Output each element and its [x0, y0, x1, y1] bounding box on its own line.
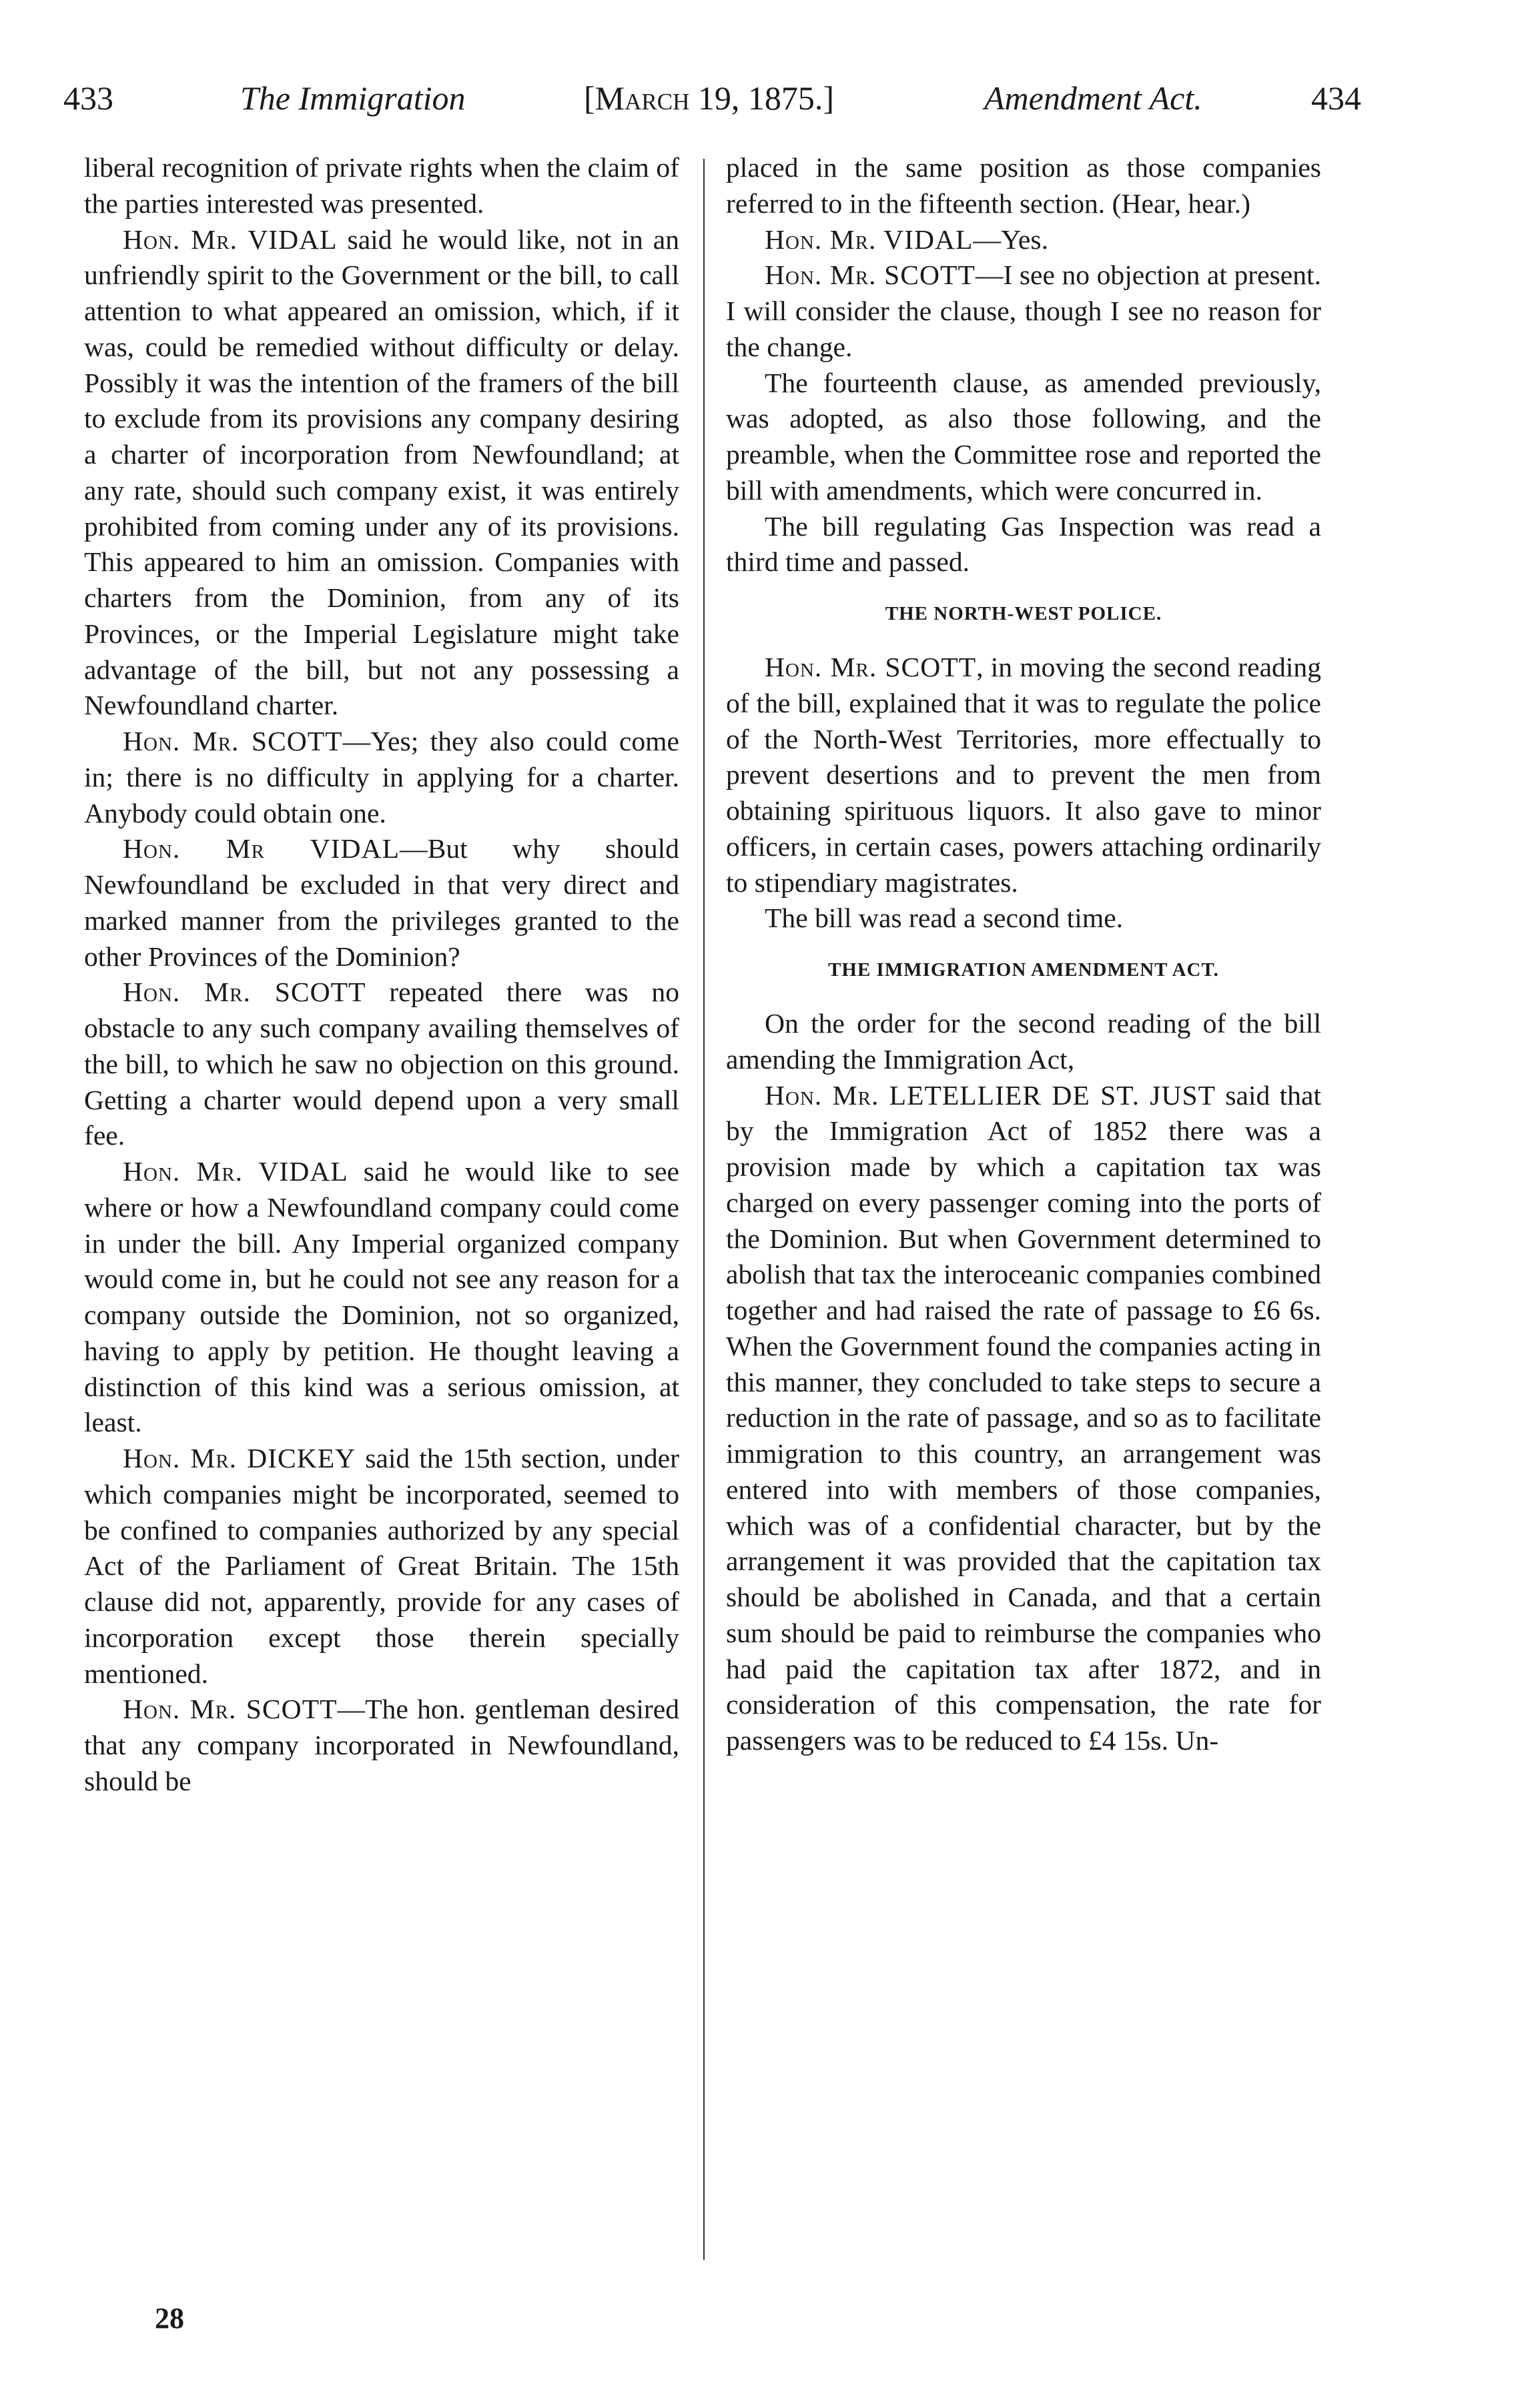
- speaker-name: Hon. Mr. LETELLIER DE ST. JUST: [765, 1079, 1216, 1111]
- speaker-name: Hon. Mr. SCOTT: [123, 1694, 338, 1725]
- speaker-name: Hon. Mr. SCOTT: [123, 726, 343, 756]
- running-title-right: Amendment Act.: [984, 79, 1202, 117]
- left-page-number: 433: [63, 79, 113, 117]
- signature-mark: 28: [155, 2302, 184, 2335]
- paragraph: Hon. Mr. SCOTT—Yes; they also could come in; there is no difficulty in applying for a charter. Anybody could obtain one.: [84, 726, 679, 828]
- paragraph: Hon. Mr VIDAL—But why should Newfoundland be excluded in that very direct and marked manner from the privileges granted to the other Provinces of the Dominion?: [84, 833, 679, 972]
- paragraph: Hon. Mr. SCOTT—The hon. gentleman desired that any company incorporated in Newfoundland, should be: [84, 1694, 680, 1796]
- left-column: [84, 150, 679, 1800]
- paragraph: Hon. Mr. SCOTT, in moving the second reading of the bill, explained that it was to regulate the police of the North-West Territories, more effectually to prevent desertions and to prevent the men from obtaining spirituous liquors. It also gave to minor officers, in certain cases, powers attaching ordinarily to stipendiary magistrates.: [726, 652, 1321, 898]
- paragraph: Hon. Mr. LETELLIER DE ST. JUST said that by the Immigration Act of 1852 there was a provision made by which a capitation tax was charged on every passenger coming into the ports of the Dominion. But when Government determined to abolish that tax the interoceanic companies combined together and had raised the rate of passage to £6 6s. When the Government found the companies acting in this manner, they concluded to take steps to secure a reduction in the rate of passage, and so as to facilitate immigration to this country, an arrangement was entered into with members of those companies, which was of a confidential character, but by the arrangement it was provided that the capitation tax should be abolished in Canada, and that a certain sum should be paid to reimburse the companies who had paid the capitation tax after 1872, and in consideration of this compensation, the rate for passengers was to be reduced to £4 15s. Un-: [726, 1079, 1321, 1756]
- speaker-name: Hon. Mr. DICKEY: [123, 1443, 356, 1473]
- paragraph: Hon. Mr. VIDAL said he would like, not in an unfriendly spirit to the Government or the bill, to call attention to what appeared an omission, which, if it was, could be remedied without difficulty or delay. Possibly it was the intention of the framers of the bill to exclude from its provisions any company desiring a charter of incorporation from Newfoundland; at any rate, should such company exist, it was entirely prohibited from coming under any of its provisions. This appeared to him an omission. Companies with charters from the Dominion, from any of its Provinces, or the Imperial Legislature might take advantage of the bill, but not any possessing a Newfoundland charter.: [84, 223, 680, 721]
- running-title-left: The Immigration: [240, 79, 466, 117]
- speaker-name: Hon. Mr. VIDAL: [123, 223, 338, 255]
- paragraph: Hon. Mr. SCOTT repeated there was no obstacle to any such company availing themselves of the bill, to which he saw no objection on this ground. Getting a charter would depend upon a very small fee.: [84, 977, 679, 1151]
- header-date: [March 19, 1875.]: [584, 79, 834, 117]
- paragraph: Hon. Mr. VIDAL said he would like to see where or how a Newfoundland company could come in under the bill. Any Imperial organized company would come in, but he could not see any reason for a company outside the Dominion, not so organized, having to apply by petition. He thought leaving a distinction of this kind was a serious omission, at least.: [84, 1156, 679, 1438]
- speaker-name: Hon. Mr. SCOTT: [123, 977, 366, 1008]
- paragraph: On the order for the second reading of the bill amending the Immigration Act,: [726, 1008, 1321, 1075]
- paragraph: liberal recognition of private rights when the claim of the parties interested was presented.: [84, 152, 679, 219]
- column-divider: [703, 159, 705, 2260]
- paragraph: Hon. Mr. VIDAL—Yes.: [765, 223, 1048, 255]
- right-column: [726, 150, 1321, 1759]
- speaker-name: Hon. Mr. SCOTT: [765, 652, 977, 682]
- speaker-name: Hon. Mr. VIDAL: [765, 223, 974, 255]
- paragraph: The bill was read a second time.: [765, 902, 1124, 934]
- speaker-name: Hon. Mr. VIDAL: [123, 1156, 348, 1187]
- page-header: [63, 79, 1361, 132]
- paragraph: The fourteenth clause, as amended previously, was adopted, as also those following, and the preamble, when the Committee rose and reported the bill with amendments, which were concurred in.: [726, 367, 1321, 506]
- speaker-name: Hon. Mr VIDAL: [123, 833, 400, 864]
- speaker-name: Hon. Mr. SCOTT: [765, 259, 976, 291]
- right-page-number: 434: [1311, 79, 1361, 117]
- section-heading: THE IMMIGRATION AMENDMENT ACT.: [828, 959, 1219, 981]
- paragraph: placed in the same position as those companies referred to in the fifteenth section. (Hear, hear.): [726, 152, 1321, 219]
- paragraph: Hon. Mr. SCOTT—I see no objection at present. I will consider the clause, though I see no reason for the change.: [726, 259, 1321, 362]
- paragraph: Hon. Mr. DICKEY said the 15th section, under which companies might be incorporated, seemed to be confined to companies authorized by any special Act of the Parliament of Great Britain. The 15th clause did not, apparently, provide for any cases of incorporation except those therein specially mentioned.: [84, 1443, 679, 1689]
- section-heading: THE NORTH-WEST POLICE.: [885, 603, 1162, 624]
- paragraph: The bill regulating Gas Inspection was read a third time and passed.: [726, 510, 1321, 578]
